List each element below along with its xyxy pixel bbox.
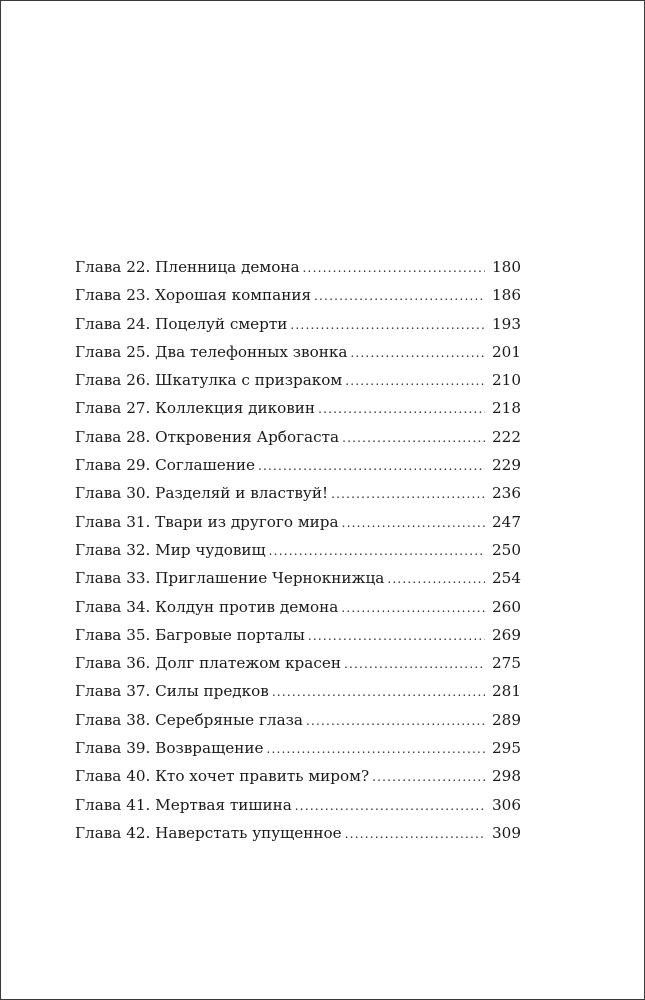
- toc-entry-page: 306: [492, 795, 521, 814]
- toc-entry-40: [75, 762, 521, 790]
- toc-entry-29: [75, 451, 521, 479]
- toc-entry-page: 298: [492, 767, 521, 786]
- toc-entry-title: Глава 31. Твари из другого мира: [75, 512, 339, 531]
- toc-entry-title: Глава 42. Наверстать упущенное: [75, 823, 342, 842]
- toc-entry-title: Глава 28. Откровения Арбогаста: [75, 427, 340, 446]
- dot-leader: [290, 311, 485, 339]
- toc-entry-page: 247: [492, 512, 521, 531]
- toc-entry-title: Глава 34. Колдун против демона: [75, 597, 339, 616]
- dot-leader: [258, 452, 485, 480]
- toc-entry-page: 250: [492, 540, 521, 559]
- toc-entry-title: Глава 24. Поцелуй смерти: [75, 314, 288, 333]
- toc-entry-page: 289: [492, 710, 521, 729]
- toc-entry-page: 180: [492, 258, 521, 276]
- dot-leader: [345, 820, 485, 848]
- dot-leader: [269, 537, 485, 565]
- toc-entry-title: Глава 23. Хорошая компания: [75, 286, 312, 305]
- toc-entry-22: [75, 253, 521, 281]
- dot-leader: [331, 480, 485, 508]
- toc-entry-31: [75, 508, 521, 536]
- dot-leader: [306, 707, 485, 735]
- toc-entry-39: [75, 734, 521, 762]
- toc-entry-page: 229: [492, 456, 521, 475]
- toc-entry-title: Глава 39. Возвращение: [75, 739, 264, 758]
- toc-entry-41: [75, 791, 521, 819]
- dot-leader: [266, 735, 485, 763]
- toc-entry-title: Глава 30. Разделяй и властвуй!: [75, 484, 329, 503]
- dot-leader: [372, 763, 485, 791]
- dot-leader: [308, 622, 485, 650]
- toc-entry-title: Глава 40. Кто хочет править миром?: [75, 767, 370, 786]
- toc-entry-page: 201: [492, 342, 521, 361]
- toc-entry-23: [75, 281, 521, 309]
- toc-entry-27: [75, 394, 521, 422]
- toc-entry-page: 275: [492, 654, 521, 673]
- toc-entry-35: [75, 621, 521, 649]
- toc-entry-title: Глава 26. Шкатулка с призраком: [75, 371, 343, 390]
- toc-entry-title: Глава 36. Долг платежом красен: [75, 654, 341, 673]
- toc-entry-page: 281: [492, 682, 521, 701]
- toc-entry-page: 260: [492, 597, 521, 616]
- toc-entry-37: [75, 677, 521, 705]
- dot-leader: [272, 678, 485, 706]
- dot-leader: [314, 282, 485, 310]
- toc-entry-36: [75, 649, 521, 677]
- dot-leader: [341, 594, 485, 622]
- toc-entry-title: Глава 38. Серебряные глаза: [75, 710, 303, 729]
- toc-entry-title: Глава 33. Приглашение Чернокнижца: [75, 569, 385, 588]
- toc-entry-38: [75, 706, 521, 734]
- toc-entry-page: 236: [492, 484, 521, 503]
- toc-entry-42: [75, 819, 521, 847]
- toc-entry-title: Глава 37. Силы предков: [75, 682, 269, 701]
- toc-entry-page: 222: [492, 427, 521, 446]
- toc-entry-title: Глава 35. Багровые порталы: [75, 625, 305, 644]
- dot-leader: [345, 367, 485, 395]
- toc-entry-32: [75, 536, 521, 564]
- dot-leader: [342, 509, 485, 537]
- toc-entry-page: 269: [492, 625, 521, 644]
- dot-leader: [350, 339, 485, 367]
- toc-entry-page: 309: [492, 823, 521, 842]
- toc-entry-28: [75, 423, 521, 451]
- toc-entry-title: Глава 27. Коллекция диковин: [75, 399, 316, 418]
- table-of-contents: [75, 253, 521, 847]
- toc-entry-page: 295: [492, 739, 521, 758]
- toc-entry-24: [75, 310, 521, 338]
- toc-entry-title: Глава 32. Мир чудовищ: [75, 540, 266, 559]
- dot-leader: [344, 650, 485, 678]
- toc-entry-title: Глава 25. Два телефонных звонка: [75, 342, 348, 361]
- dot-leader: [387, 565, 485, 593]
- toc-entry-page: 193: [492, 314, 521, 333]
- dot-leader: [295, 792, 485, 820]
- toc-entry-page: 186: [492, 286, 521, 305]
- toc-entry-34: [75, 593, 521, 621]
- toc-entry-title: Глава 41. Мертвая тишина: [75, 795, 292, 814]
- dot-leader: [342, 424, 485, 452]
- toc-entry-title: Глава 22. Пленница демона: [75, 258, 300, 276]
- toc-entry-page: 218: [492, 399, 521, 418]
- toc-entry-33: [75, 564, 521, 592]
- toc-entry-30: [75, 479, 521, 507]
- dot-leader: [318, 395, 485, 423]
- toc-entry-page: 210: [492, 371, 521, 390]
- toc-entry-page: 254: [492, 569, 521, 588]
- toc-entry-title: Глава 29. Соглашение: [75, 456, 255, 475]
- dot-leader: [303, 254, 485, 282]
- toc-entry-26: [75, 366, 521, 394]
- toc-entry-25: [75, 338, 521, 366]
